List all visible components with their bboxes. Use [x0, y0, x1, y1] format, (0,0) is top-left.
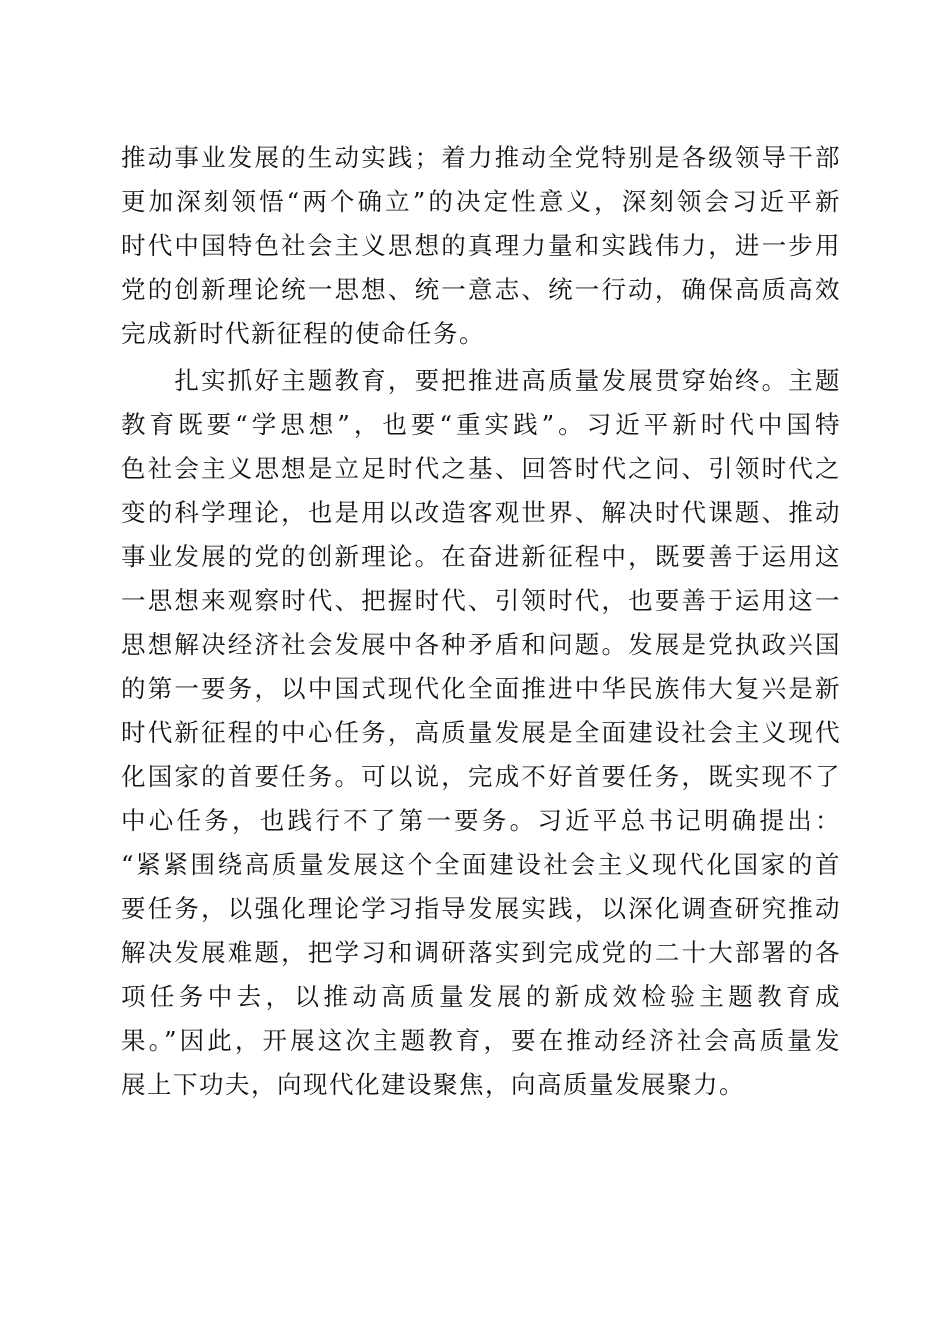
text-line: 色社会主义思想是立足时代之基、回答时代之问、引领时代之	[121, 454, 841, 483]
text-line: 扎实抓好主题教育，要把推进高质量发展贯穿始终。主题	[121, 366, 841, 395]
text-line: 变的科学理论，也是用以改造客观世界、解决时代课题、推动	[121, 498, 841, 527]
text-line: 更加深刻领悟“两个确立”的决定性意义，深刻领会习近平新	[121, 187, 841, 216]
text-line: “紧紧围绕高质量发展这个全面建设社会主义现代化国家的首	[121, 850, 841, 879]
text-line: 思想解决经济社会发展中各种矛盾和问题。发展是党执政兴国	[121, 630, 841, 659]
text-line: 的第一要务，以中国式现代化全面推进中华民族伟大复兴是新	[121, 674, 841, 703]
text-line: 时代新征程的中心任务，高质量发展是全面建设社会主义现代	[121, 718, 841, 747]
text-line: 中心任务，也践行不了第一要务。习近平总书记明确提出：	[121, 806, 841, 835]
text-line: 化国家的首要任务。可以说，完成不好首要任务，既实现不了	[121, 762, 841, 791]
text-line: 要任务，以强化理论学习指导发展实践，以深化调查研究推动	[121, 894, 841, 923]
text-line: 项任务中去，以推动高质量发展的新成效检验主题教育成	[121, 982, 841, 1011]
text-line: 一思想来观察时代、把握时代、引领时代，也要善于运用这一	[121, 586, 841, 615]
body-text	[121, 136, 841, 1107]
text-line: 果。”因此，开展这次主题教育，要在推动经济社会高质量发	[121, 1026, 841, 1055]
paragraph-1	[121, 136, 841, 356]
text-line: 党的创新理论统一思想、统一意志、统一行动，确保高质高效	[121, 275, 841, 304]
text-line: 时代中国特色社会主义思想的真理力量和实践伟力，进一步用	[121, 231, 841, 260]
text-line: 推动事业发展的生动实践；着力推动全党特别是各级领导干部	[121, 143, 841, 172]
text-line: 事业发展的党的创新理论。在奋进新征程中，既要善于运用这	[121, 542, 841, 571]
text-line: 完成新时代新征程的使命任务。	[121, 319, 485, 348]
paragraph-2	[121, 359, 841, 1107]
text-line: 展上下功夫，向现代化建设聚焦，向高质量发展聚力。	[121, 1070, 745, 1099]
text-line: 教育既要“学思想”，也要“重实践”。习近平新时代中国特	[121, 410, 841, 439]
text-line: 解决发展难题，把学习和调研落实到完成党的二十大部署的各	[121, 938, 841, 967]
